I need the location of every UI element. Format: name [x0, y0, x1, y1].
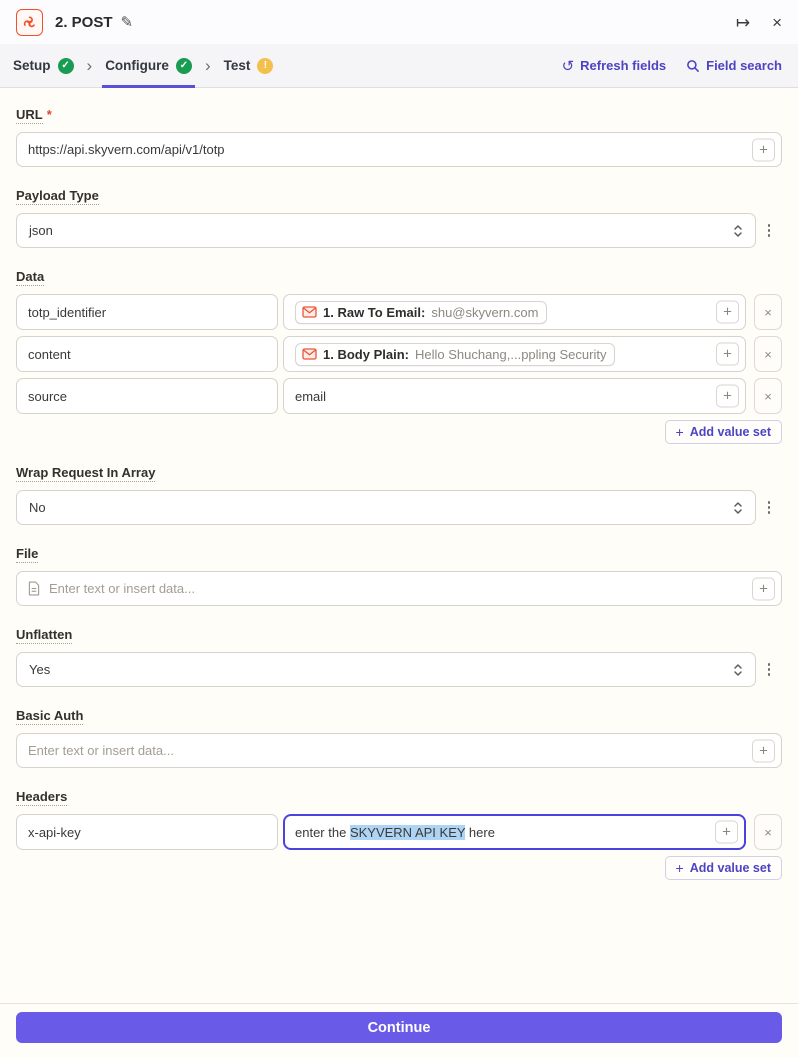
- search-icon: [686, 59, 700, 73]
- wrap-request-select[interactable]: No: [16, 490, 756, 525]
- headers-section: [16, 788, 782, 880]
- header-value-text: enter the SKYVERN API KEY here: [295, 824, 495, 840]
- data-value-field[interactable]: [283, 294, 746, 330]
- data-key-wrapper: [16, 294, 278, 330]
- step-title: 2. POST: [55, 13, 113, 31]
- unflatten-label: Unflatten: [16, 627, 73, 642]
- add-value-set-button[interactable]: + Add value set: [665, 856, 782, 880]
- title-bar: [0, 0, 798, 44]
- footer: [0, 1003, 798, 1058]
- data-value-field[interactable]: email +: [283, 378, 746, 414]
- insert-data-plus-button[interactable]: +: [715, 821, 738, 844]
- payload-type-select[interactable]: json: [16, 213, 756, 248]
- chevron-separator-icon: ›: [86, 55, 93, 75]
- data-key-wrapper: [16, 336, 278, 372]
- required-asterisk: *: [46, 107, 52, 122]
- wrap-request-label: Wrap Request In Array: [16, 465, 156, 480]
- field-menu-kebab-icon[interactable]: [756, 657, 782, 682]
- data-row-1: [16, 294, 782, 330]
- insert-data-plus-button[interactable]: +: [752, 138, 775, 161]
- insert-data-plus-button[interactable]: +: [716, 385, 739, 408]
- email-app-icon: [302, 348, 317, 360]
- header-key-wrapper: [16, 814, 278, 850]
- data-value-field[interactable]: [283, 336, 746, 372]
- url-label: URL: [16, 107, 43, 122]
- data-section: [16, 268, 782, 444]
- refresh-icon: ↺: [561, 57, 575, 75]
- test-warning-icon: !: [257, 58, 273, 74]
- headers-row-1: [16, 814, 782, 850]
- edit-title-icon[interactable]: ✎: [120, 14, 134, 31]
- basic-auth-section: [16, 707, 782, 768]
- url-section: [16, 106, 782, 167]
- remove-row-button[interactable]: ×: [754, 294, 782, 330]
- select-chevrons-icon: [733, 663, 743, 677]
- file-section: [16, 545, 782, 606]
- insert-data-plus-button[interactable]: +: [752, 577, 775, 600]
- unflatten-select[interactable]: Yes: [16, 652, 756, 687]
- tab-test[interactable]: Test !: [221, 44, 277, 87]
- configure-complete-icon: ✓: [176, 58, 192, 74]
- continue-button[interactable]: Continue: [16, 1012, 782, 1043]
- data-key-input[interactable]: [28, 389, 266, 404]
- mapped-field-pill[interactable]: 1. Raw To Email: shu@skyvern.com: [295, 301, 547, 324]
- remove-row-button[interactable]: ×: [754, 814, 782, 850]
- mapped-field-pill[interactable]: 1. Body Plain: Hello Shuchang,...ppling Security: [295, 343, 615, 366]
- payload-type-label: Payload Type: [16, 188, 99, 203]
- document-icon: [28, 581, 40, 596]
- select-chevrons-icon: [733, 224, 743, 238]
- data-row-2: [16, 336, 782, 372]
- insert-data-plus-button[interactable]: +: [752, 739, 775, 762]
- refresh-fields-button[interactable]: ↺ Refresh fields: [561, 57, 667, 75]
- step-tabs: [0, 44, 798, 88]
- selected-text: SKYVERN API KEY: [349, 824, 466, 840]
- unflatten-section: [16, 626, 782, 687]
- file-label: File: [16, 546, 39, 561]
- basic-auth-label: Basic Auth: [16, 708, 84, 723]
- url-input[interactable]: [28, 142, 741, 157]
- setup-complete-icon: ✓: [58, 58, 74, 74]
- wrap-request-section: [16, 464, 782, 525]
- data-key-input[interactable]: [28, 347, 266, 362]
- email-app-icon: [302, 306, 317, 318]
- headers-label: Headers: [16, 789, 68, 804]
- file-input[interactable]: [49, 581, 741, 596]
- select-chevrons-icon: [733, 501, 743, 515]
- webhooks-app-icon: [16, 9, 43, 36]
- plus-icon: +: [675, 860, 684, 876]
- field-menu-kebab-icon[interactable]: [756, 218, 782, 243]
- payload-type-section: [16, 187, 782, 248]
- remove-row-button[interactable]: ×: [754, 378, 782, 414]
- field-menu-kebab-icon[interactable]: [756, 495, 782, 520]
- data-key-input[interactable]: [28, 305, 266, 320]
- close-icon[interactable]: ×: [772, 12, 782, 32]
- tab-setup[interactable]: Setup ✓: [10, 44, 77, 87]
- url-input-wrapper: [16, 132, 782, 167]
- tab-configure[interactable]: Configure ✓: [102, 44, 195, 87]
- data-label: Data: [16, 269, 45, 284]
- file-input-wrapper: [16, 571, 782, 606]
- header-value-field[interactable]: [283, 814, 746, 850]
- insert-data-plus-button[interactable]: +: [716, 343, 739, 366]
- data-key-wrapper: [16, 378, 278, 414]
- basic-auth-input-wrapper: [16, 733, 782, 768]
- insert-data-plus-button[interactable]: +: [716, 301, 739, 324]
- collapse-panel-icon[interactable]: ↦: [735, 12, 751, 32]
- data-row-3: [16, 378, 782, 414]
- configure-form: [0, 88, 798, 880]
- remove-row-button[interactable]: ×: [754, 336, 782, 372]
- add-value-set-button[interactable]: + Add value set: [665, 420, 782, 444]
- plus-icon: +: [675, 424, 684, 440]
- field-search-button[interactable]: Field search: [686, 58, 782, 73]
- chevron-separator-icon: ›: [204, 55, 211, 75]
- header-key-input[interactable]: [28, 825, 266, 840]
- basic-auth-input[interactable]: [28, 743, 741, 758]
